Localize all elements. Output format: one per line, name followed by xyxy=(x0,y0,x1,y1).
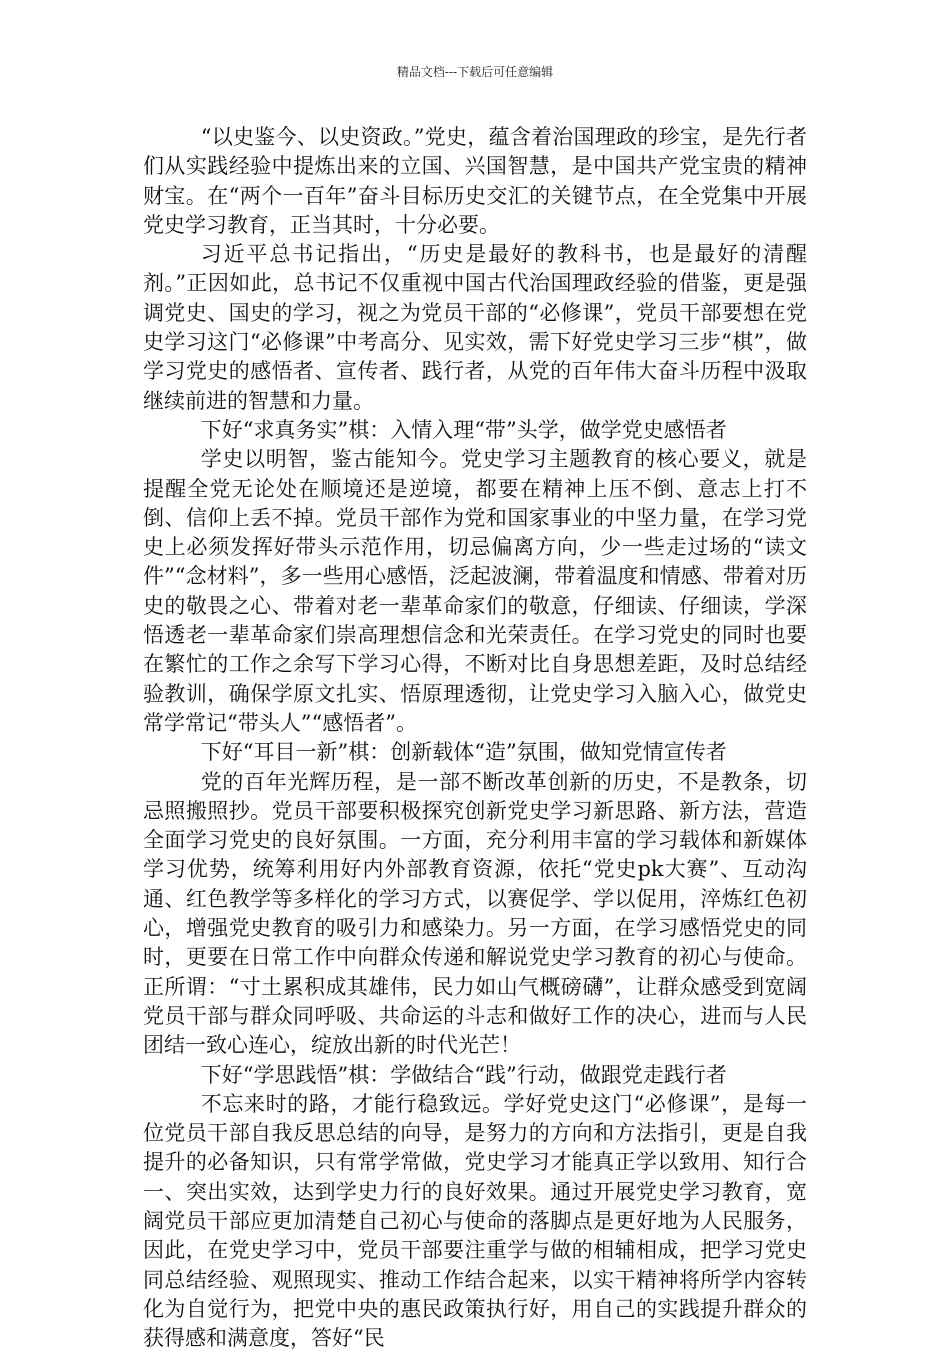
paragraph-section-3: 不忘来时的路，才能行稳致远。学好党史这门“必修课”，是每一位党员干部自我反思总结的向导，是努力的方向和方法指引，更是自我提升的必备知识，只有常学常做，党史学习才能真正学以致用、知行合一、突出实效，达到学史力行的良好效果。通过开展党史学习教育，宽阔党员干部应更加清楚自己初心与使命的落脚点是更好地为人民服务，因此，在党史学习中，党员干部要注重学与做的相辅相成，把学习党史同总结经验、观照现实、推动工作结合起来，以实干精神将所学内容转化为自觉行为，把党中央的惠民政策执行好，用自己的实践提升群众的获得感和满意度，答好“民 xyxy=(143,1091,807,1351)
section-heading-1: 下好“求真务实”棋：入情入理“带”头学，做学党史感悟者 xyxy=(200,417,727,442)
page-header: 精品文档---下载后可任意编辑 xyxy=(396,65,554,79)
paragraph-section-1: 学史以明智，鉴古能知今。党史学习主题教育的核心要义，就是提醒全党无论处在顺境还是逆境，都要在精神上压不倒、意志上打不倒、信仰上丢不掉。党员干部作为党和国家事业的中坚力量，在学习党史上必须发挥好带头示范作用，切忌偏离方向，少一些走过场的“读文件”“念材料”，多一些用心感悟，泛起波澜，带着温度和情感、带着对历史的敬畏之心、带着对老一辈革命家们的敬意，仔细读、仔细读，学深悟透老一辈革命家们崇高理想信念和光荣责任。在学习党史的同时也要在繁忙的工作之余写下学习心得，不断对比自身思想差距，及时总结经验教训，确保学原文扎实、悟原理透彻，让党史学习入脑入心，做党史常学常记“带头人”“感悟者”。 xyxy=(143,447,807,735)
document-body xyxy=(143,123,807,1353)
section-heading-3: 下好“学思践悟”棋：学做结合“践”行动，做跟党走践行者 xyxy=(200,1062,727,1087)
paragraph-quote: 习近平总书记指出，“历史是最好的教科书，也是最好的清醒剂。”正因如此，总书记不仅重视中国古代治国理政经验的借鉴，更是强调党史、国史的学习，视之为党员干部的“必修课”，党员干部要想在党史学习这门“必修课”中考高分、见实效，需下好党史学习三步“棋”，做学习党史的感悟者、宣传者、践行者，从党的百年伟大奋斗历程中汲取继续前进的智慧和力量。 xyxy=(143,242,807,413)
paragraph-intro: “以史鉴今、以史资政。”党史，蕴含着治国理政的珍宝，是先行者们从实践经验中提炼出来的立国、兴国智慧，是中国共产党宝贵的精神财宝。在“两个一百年”奋斗目标历史交汇的关键节点，在全党集中开展党史学习教育，正当其时，十分必要。 xyxy=(143,125,807,237)
paragraph-section-2: 党的百年光辉历程，是一部不断改革创新的历史，不是教条，切忌照搬照抄。党员干部要积极探究创新党史学习新思路、新方法，营造全面学习党史的良好氛围。一方面，充分利用丰富的学习载体和新媒体学习优势，统筹利用好内外部教育资源，依托“党史pk大赛”、互动沟通、红色教学等多样化的学习方式，以赛促学、学以促用，淬炼红色初心，增强党史教育的吸引力和感染力。另一方面，在学习感悟党史的同时，更要在日常工作中向群众传递和解说党史学习教育的初心与使命。正所谓：“寸土累积成其雄伟，民力如山气概磅礴”，让群众感受到宽阔党员干部与群众同呼吸、共命运的斗志和做好工作的决心，进而与人民团结一致心连心，绽放出新的时代光芒！ xyxy=(143,769,807,1058)
section-heading-2: 下好“耳目一新”棋：创新载体“造”氛围，做知党情宣传者 xyxy=(200,740,727,765)
